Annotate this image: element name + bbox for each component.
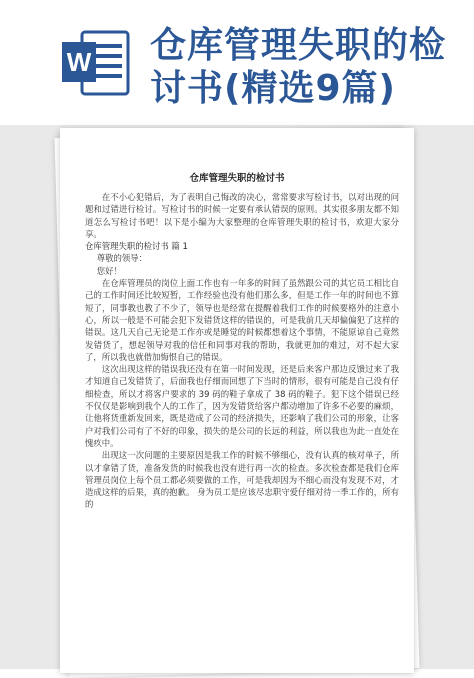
document-title: 仓库管理失职的检讨书 xyxy=(189,173,285,184)
body-paragraph: 出现这一次问题的主要原因是我工作的时候不够细心，没有认真的核对单子，所以才拿错了货，准备发货的时候我也没有进行再一次的检查。多次检查都是我们仓库管理员岗位上每个员工都必须要做的工作，可是我却因为不细心而没有发现不对，才造成这样的后果，真的抱歉。 身为员工是应该尽忠职守爱仔细对待一季工作的，所有的 xyxy=(85,450,399,510)
word-document-icon xyxy=(62,30,132,96)
word-icon-letter: W xyxy=(66,47,92,77)
header-banner xyxy=(0,0,474,125)
body-paragraph: 这次出现这样的错误我还没有在第一时间发现，还是后来客户那边反馈过来了我才知道自己发错货了，后面我也仔细而回想了下当时的情形，很有可能是自己没有仔细检查，所以才将客户要求的 39 码的鞋子拿成了 38 码的鞋子。犯下这个错误已经不仅仅是影响到我个人的工作了，因为发错货给客户都动增加了许多不必要的麻烦，让他将货重新发回来，既是造成了公司的经济损失，还影响了我们公司的形象，让客户对我们公司有了不好的印象，损失的是公司的长远的利益，所以我也为此一直处在愧疚中。 xyxy=(85,364,399,448)
section-heading: 仓库管理失职的检讨书 篇 1 xyxy=(85,241,188,252)
greeting-line: 您好！ xyxy=(96,265,122,276)
page-title-line1: 仓库管理失职的检 xyxy=(150,25,447,66)
body-paragraph: 在仓库管理员的岗位上面工作也有一年多的时间了虽然跟公司的其它员工相比自己的工作时间还比较短暂，工作经验也没有他们那么多，但是工作一年的时间也不算短了，同事教也教了不少了，领导也是经常在提醒着我们工作的时候要格外的注意小心，所以一般是不可能会犯下发错货这样的错误的，可是我前几天却偏偏犯了这样的错误。这几天自己无论是工作亦或是睡觉的时候都想着这个事情，不能原谅自己竟然发错货了，想起领导对我的信任和同事对我的帮助，我就更加的难过，对不起大家了，所以我也就借加悔恨自己的错误。 xyxy=(85,278,399,362)
intro-paragraph: 在不小心犯错后，为了表明自己悔改的决心，常常要求写检讨书，以对出现的问题和过错进行检讨。写检讨书的时候一定要有承认错误的原则。其实很多朋友都不知道怎么写检讨书吧！以下是小编为大家整理的仓库管理失职的检讨书，欢迎大家分享。 xyxy=(85,192,399,239)
document-body xyxy=(85,191,399,511)
document-page xyxy=(60,128,414,673)
page-title-line2: 讨书(精选9篇) xyxy=(150,68,396,109)
salutation-line: 尊敬的领导： xyxy=(96,253,147,264)
